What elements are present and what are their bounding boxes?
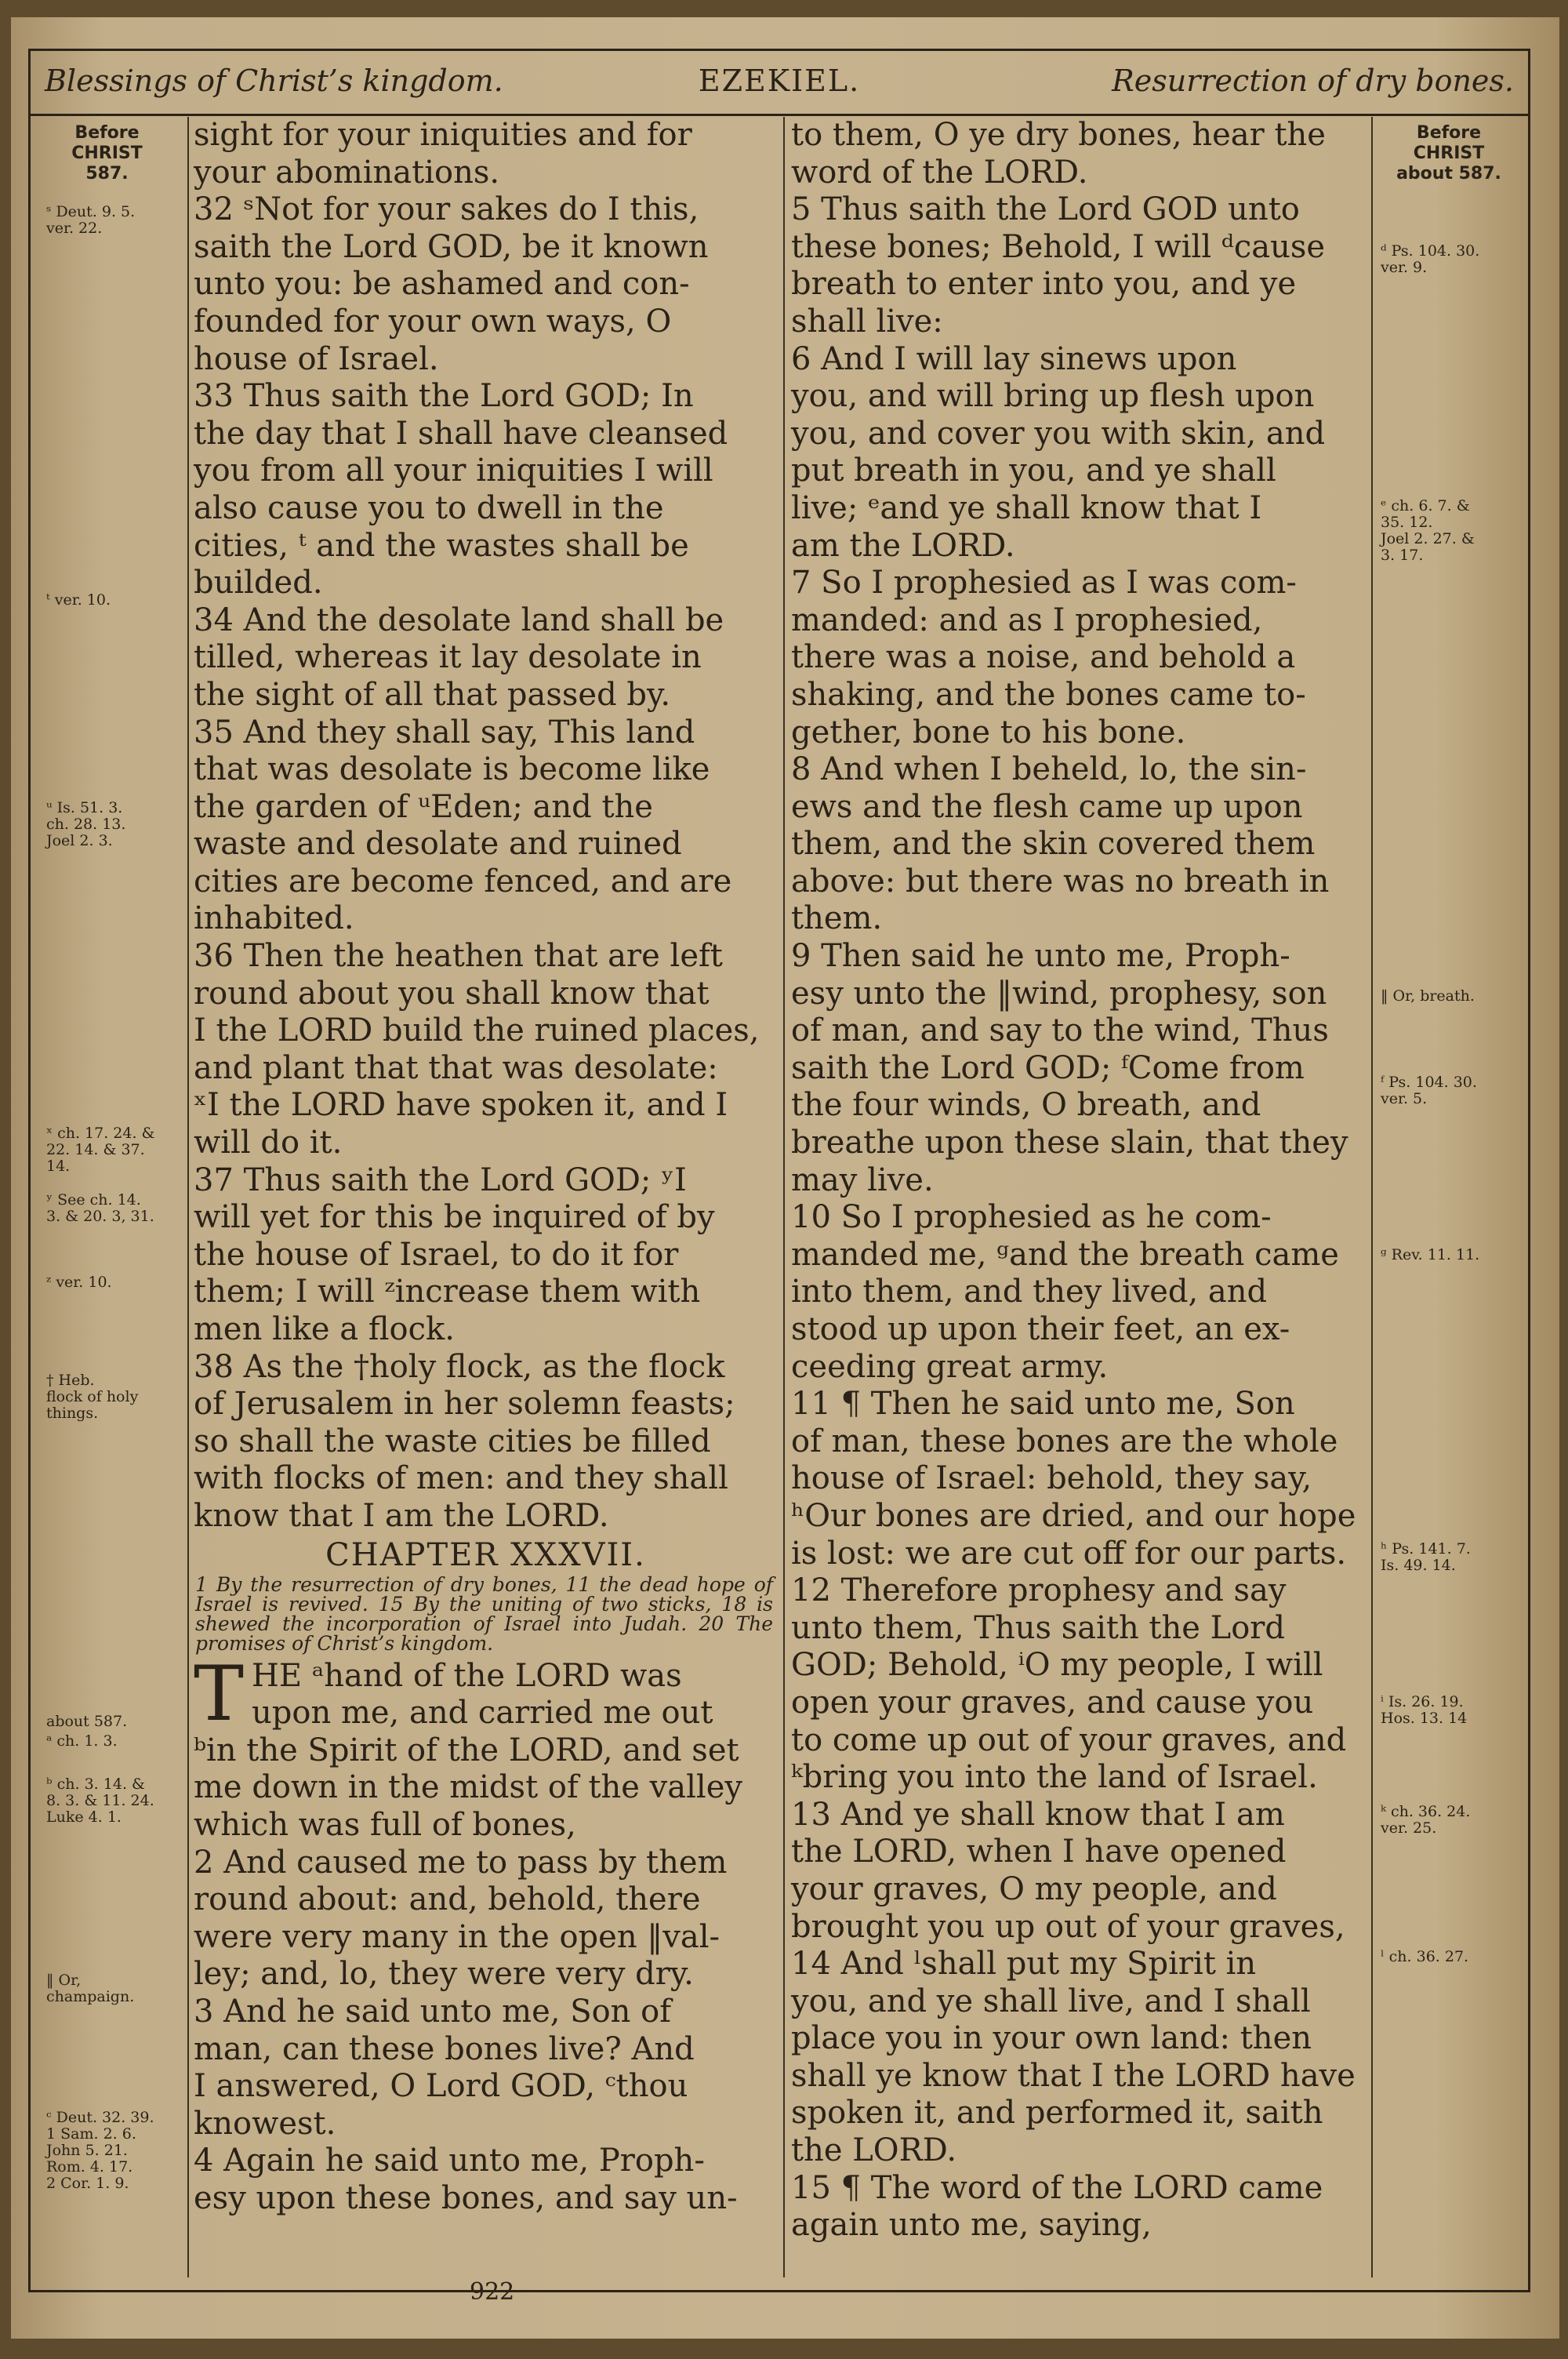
- text-line: you, and will bring up flesh upon: [791, 378, 1315, 415]
- reference-line: 1 Sam. 2. 6.: [46, 2125, 136, 2143]
- reference-line: 3. 17.: [1381, 547, 1424, 564]
- text-line: unto you: be ashamed and con-: [194, 266, 690, 303]
- reference-line: ʰ Ps. 141. 7.: [1381, 1540, 1471, 1558]
- marginal-reference: [1381, 988, 1475, 1005]
- text-line: your graves, O my people, and: [791, 1870, 1277, 1907]
- text-line: esy unto the ‖wind, prophesy, son: [791, 975, 1327, 1012]
- text-line: that was desolate is become like: [194, 751, 710, 788]
- text-line: ceeding great army.: [791, 1348, 1109, 1385]
- text-line: founded for your own ways, O: [194, 303, 672, 340]
- text-line: open your graves, and cause you: [791, 1684, 1314, 1721]
- reference-line: ch. 28. 13.: [46, 816, 126, 833]
- text-line: house of Israel.: [194, 340, 439, 377]
- text-line: me down in the midst of the valley: [194, 1769, 742, 1806]
- running-header: [31, 51, 1528, 116]
- text-line: 33 Thus saith the Lord GOD; In: [194, 378, 694, 415]
- text-line: them; I will ᶻincrease them with: [194, 1274, 701, 1310]
- text-line: know that I am the LORD.: [194, 1497, 609, 1534]
- text-line: them, and the skin covered them: [791, 826, 1316, 863]
- reference-line: ⁱ Is. 26. 19.: [1381, 1693, 1464, 1710]
- text-line: 9 Then said he unto me, Proph-: [791, 938, 1290, 975]
- text-line: round about you shall know that: [194, 975, 710, 1012]
- text-line: esy upon these bones, and say un-: [194, 2179, 738, 2216]
- text-column-2: [791, 117, 1367, 2245]
- text-line: you, and ye shall live, and I shall: [791, 1983, 1311, 2019]
- marginal-reference: [46, 1733, 118, 1750]
- text-line: 13 And ye shall know that I am: [791, 1796, 1285, 1833]
- text-line: put breath in you, and ye shall: [791, 453, 1276, 489]
- text-line: place you in your own land: then: [791, 2020, 1312, 2057]
- reference-line: ˣ ch. 17. 24. &: [46, 1125, 155, 1142]
- text-line: 7 So I prophesied as I was com-: [791, 565, 1297, 602]
- text-line: word of the LORD.: [791, 154, 1088, 191]
- marginal-reference: [46, 204, 135, 237]
- text-line: ʰOur bones are dried, and our hope: [791, 1497, 1356, 1534]
- reference-line: ‖ Or,: [46, 1972, 82, 1989]
- text-line: of Jerusalem in her solemn feasts;: [194, 1386, 735, 1423]
- marginal-reference: [46, 1274, 112, 1291]
- text-line: there was a noise, and behold a: [791, 639, 1296, 676]
- right-head-line: about 587.: [1396, 164, 1501, 184]
- text-line: to come up out of your graves, and: [791, 1721, 1347, 1758]
- text-line: breath to enter into you, and ye: [791, 266, 1297, 303]
- marginal-reference: [46, 1972, 134, 2005]
- text-line: the four winds, O breath, and: [791, 1087, 1261, 1124]
- marginal-reference: [1381, 243, 1479, 276]
- text-line: manded: and as I prophesied,: [791, 602, 1263, 638]
- reference-line: flock of holy: [46, 1388, 139, 1405]
- text-line: 35 And they shall say, This land: [194, 714, 695, 751]
- text-line: I the LORD build the ruined places,: [194, 1012, 760, 1049]
- reference-line: Rom. 4. 17.: [46, 2158, 133, 2175]
- marginal-reference: [1381, 1074, 1477, 1107]
- reference-line: Joel 2. 27. &: [1381, 530, 1475, 547]
- page-frame: [28, 49, 1530, 2306]
- text-line: ews and the flesh came up upon: [791, 788, 1303, 825]
- text-line: GOD; Behold, ⁱO my people, I will: [791, 1647, 1323, 1684]
- marginal-reference: [1381, 498, 1475, 564]
- text-line: 3 And he said unto me, Son of: [194, 1993, 672, 2030]
- reference-line: 35. 12.: [1381, 514, 1433, 531]
- marginal-reference: [1381, 1541, 1471, 1574]
- marginal-reference: [46, 1776, 154, 1826]
- text-line: saith the Lord GOD, be it known: [194, 228, 709, 265]
- text-line: above: but there was no breath in: [791, 863, 1330, 900]
- left-head-line: 587.: [85, 164, 129, 184]
- text-line: 2 And caused me to pass by them: [194, 1844, 728, 1881]
- text-line: into them, and they lived, and: [791, 1274, 1268, 1310]
- text-line: will yet for this be inquired of by: [194, 1199, 715, 1236]
- text-line: 34 And the desolate land shall be: [194, 602, 724, 638]
- text-line: which was full of bones,: [194, 1806, 576, 1843]
- text-line: may live.: [791, 1161, 934, 1198]
- reference-line: Luke 4. 1.: [46, 1808, 122, 1826]
- reference-line: ‖ Or, breath.: [1381, 987, 1475, 1005]
- text-line: knowest.: [194, 2105, 336, 2142]
- reference-line: 2 Cor. 1. 9.: [46, 2175, 129, 2192]
- reference-line: things.: [46, 1405, 99, 1422]
- text-line: shall live:: [791, 303, 943, 340]
- reference-line: ᶠ Ps. 104. 30.: [1381, 1074, 1477, 1091]
- col2-text: [791, 117, 1367, 2245]
- reference-line: Joel 2. 3.: [46, 832, 113, 849]
- text-line: 8 And when I beheld, lo, the sin-: [791, 751, 1307, 788]
- text-line: will do it.: [194, 1125, 343, 1161]
- text-line: 32 ˢNot for your sakes do I this,: [194, 191, 699, 228]
- reference-line: Hos. 13. 14: [1381, 1710, 1468, 1727]
- text-line: the day that I shall have cleansed: [194, 415, 728, 452]
- text-line: shall ye know that I the LORD have: [791, 2057, 1356, 2094]
- marginal-reference: [46, 800, 125, 849]
- text-line: the garden of ᵘEden; and the: [194, 788, 653, 825]
- text-line: brought you up out of your graves,: [791, 1908, 1345, 1945]
- reference-line: 3. & 20. 3, 31.: [46, 1208, 154, 1225]
- text-line: waste and desolate and ruined: [194, 826, 682, 863]
- left-gutter-head: [31, 123, 183, 184]
- text-line: of man, and say to the wind, Thus: [791, 1012, 1329, 1049]
- marginal-reference: [1381, 1247, 1479, 1263]
- header-left: Blessings of Christ’s kingdom.: [45, 64, 503, 98]
- chapter-summary: 1 By the resurrection of dry bones, 11 the dead hope of Israel is revived. 15 By the uniting of two sticks, 18 is shewed the incorporation of Israel into Judah. 20 The promises of Christ’s kingdom.: [195, 1572, 773, 1655]
- reference-line: ˡ ch. 36. 27.: [1381, 1948, 1469, 1965]
- reference-line: 8. 3. & 11. 24.: [46, 1792, 154, 1809]
- text-column-1: [194, 117, 778, 2217]
- text-line: you from all your iniquities I will: [194, 453, 713, 489]
- text-line: builded.: [194, 565, 323, 602]
- text-line: the house of Israel, to do it for: [194, 1236, 679, 1273]
- text-line: am the LORD.: [791, 527, 1015, 564]
- right-head-line: CHRIST: [1413, 144, 1485, 163]
- text-line: breathe upon these slain, that they: [791, 1125, 1348, 1161]
- col1-top-text: [194, 117, 778, 1536]
- text-line: cities are become fenced, and are: [194, 863, 732, 900]
- text-line: to them, O ye dry bones, hear the: [791, 117, 1326, 153]
- text-line: with flocks of men: and they shall: [194, 1460, 728, 1497]
- text-line: 36 Then the heathen that are left: [194, 938, 723, 975]
- reference-line: ᵘ Is. 51. 3.: [46, 799, 123, 816]
- text-line: 11 ¶ Then he said unto me, Son: [791, 1386, 1295, 1423]
- text-line: inhabited.: [194, 900, 354, 937]
- reference-line: ver. 22.: [46, 220, 103, 237]
- marginal-reference: [1381, 1694, 1467, 1727]
- reference-line: ᵍ Rev. 11. 11.: [1381, 1246, 1480, 1263]
- reference-line: ᵃ ch. 1. 3.: [46, 1732, 118, 1750]
- text-line: man, can these bones live? And: [194, 2030, 695, 2067]
- reference-line: ᵏ ch. 36. 24.: [1381, 1803, 1471, 1820]
- reference-line: ver. 25.: [1381, 1819, 1437, 1837]
- reference-line: † Heb.: [46, 1372, 95, 1389]
- left-head-line: CHRIST: [71, 144, 143, 163]
- text-line: shaking, and the bones came to-: [791, 676, 1306, 713]
- page-number: 922: [470, 2278, 515, 2306]
- text-line: of man, these bones are the whole: [791, 1423, 1338, 1459]
- rule-left-gutter: [187, 117, 189, 2277]
- rule-right-gutter: [1371, 117, 1373, 2277]
- text-line: stood up upon their feet, an ex-: [791, 1311, 1290, 1347]
- header-right: Resurrection of dry bones.: [1112, 64, 1514, 98]
- text-line: 10 So I prophesied as he com-: [791, 1199, 1272, 1236]
- text-line: 6 And I will lay sinews upon: [791, 340, 1237, 377]
- right-head-line: Before: [1416, 123, 1482, 143]
- left-head-line: Before: [74, 123, 140, 143]
- chapter-title: CHAPTER XXXVII.: [325, 1536, 646, 1573]
- text-line: sight for your iniquities and for: [194, 117, 692, 153]
- text-line: so shall the waste cities be filled: [194, 1423, 711, 1459]
- marginal-reference: [46, 1192, 154, 1225]
- reference-line: John 5. 21.: [46, 2142, 128, 2159]
- marginal-reference: [1381, 1804, 1470, 1837]
- text-line: your abominations.: [194, 154, 500, 191]
- text-line: live; ᵉand ye shall know that I: [791, 489, 1262, 526]
- reference-line: ver. 5.: [1381, 1090, 1428, 1107]
- right-gutter-head: [1374, 123, 1523, 184]
- text-line: spoken it, and performed it, saith: [791, 2095, 1323, 2132]
- text-line: cities, ᵗ and the wastes shall be: [194, 527, 689, 564]
- reference-line: ᵈ Ps. 104. 30.: [1381, 242, 1480, 260]
- marginal-reference: [46, 1125, 154, 1175]
- marginal-reference: [46, 1714, 127, 1730]
- text-line: men like a flock.: [194, 1311, 455, 1347]
- text-line: again unto me, saying,: [791, 2207, 1152, 2244]
- reference-line: ᵉ ch. 6. 7. &: [1381, 497, 1470, 514]
- text-line: these bones; Behold, I will ᵈcause: [791, 228, 1326, 265]
- marginal-reference: [46, 2110, 154, 2192]
- text-line: the LORD, when I have opened: [791, 1834, 1287, 1870]
- reference-line: 22. 14. & 37.: [46, 1141, 145, 1158]
- text-line: were very many in the open ‖val-: [194, 1918, 720, 1955]
- text-line: manded me, ᵍand the breath came: [791, 1236, 1339, 1273]
- text-line: I answered, O Lord GOD, ᶜthou: [194, 2068, 688, 2105]
- reference-line: 14.: [46, 1158, 71, 1175]
- text-line: house of Israel: behold, they say,: [791, 1460, 1312, 1497]
- reference-line: Is. 49. 14.: [1381, 1557, 1456, 1574]
- text-line: 4 Again he said unto me, Proph-: [194, 2143, 705, 2179]
- col1-bottom-text: [194, 1649, 778, 2218]
- reference-line: ver. 9.: [1381, 259, 1428, 276]
- reference-line: about 587.: [46, 1713, 128, 1730]
- text-line: and plant that that was desolate:: [194, 1049, 718, 1086]
- reference-line: ᵇ ch. 3. 14. &: [46, 1776, 145, 1793]
- text-line: gether, bone to his bone.: [791, 714, 1186, 751]
- text-line: them.: [791, 900, 883, 937]
- header-center: EZEKIEL.: [698, 64, 861, 98]
- text-line: ᵇin the Spirit of the LORD, and set: [194, 1732, 739, 1768]
- text-line: the LORD.: [791, 2132, 957, 2169]
- marginal-reference: [1381, 1949, 1468, 1965]
- reference-line: champaign.: [46, 1988, 135, 2005]
- text-line: ˣI the LORD have spoken it, and I: [194, 1087, 728, 1124]
- reference-line: ᶻ ver. 10.: [46, 1274, 112, 1291]
- reference-line: ˢ Deut. 9. 5.: [46, 203, 136, 220]
- text-line: 12 Therefore prophesy and say: [791, 1572, 1287, 1609]
- text-line: 38 As the †holy flock, as the flock: [194, 1348, 725, 1385]
- text-line: tilled, whereas it lay desolate in: [194, 639, 702, 676]
- text-line: round about: and, behold, there: [194, 1881, 701, 1918]
- marginal-reference: [46, 592, 111, 609]
- text-line: ᵏbring you into the land of Israel.: [791, 1759, 1318, 1796]
- bible-page: [11, 17, 1559, 2339]
- rule-center: [783, 117, 785, 2277]
- text-line: 14 And ˡshall put my Spirit in: [791, 1946, 1257, 1983]
- reference-line: ᶜ Deut. 32. 39.: [46, 2109, 154, 2126]
- text-line: saith the Lord GOD; ᶠCome from: [791, 1049, 1305, 1086]
- text-line: ley; and, lo, they were very dry.: [194, 1956, 694, 1993]
- text-line: upon me, and carried me out: [252, 1695, 713, 1732]
- text-line: HE ᵃhand of the LORD was: [252, 1657, 682, 1694]
- text-line: 37 Thus saith the Lord GOD; ʸI: [194, 1161, 687, 1198]
- chapter-opening: [194, 1649, 778, 2218]
- text-line: 15 ¶ The word of the LORD came: [791, 2169, 1323, 2206]
- text-line: the sight of all that passed by.: [194, 676, 671, 713]
- text-line: 5 Thus saith the Lord GOD unto: [791, 191, 1300, 228]
- text-line: is lost: we are cut off for our parts.: [791, 1535, 1347, 1572]
- text-line: unto them, Thus saith the Lord: [791, 1609, 1286, 1646]
- marginal-reference: [46, 1372, 138, 1422]
- reference-line: ᵗ ver. 10.: [46, 591, 111, 609]
- drop-cap: T: [194, 1649, 245, 1738]
- text-line: also cause you to dwell in the: [194, 489, 664, 526]
- reference-line: ʸ See ch. 14.: [46, 1191, 141, 1209]
- text-line: you, and cover you with skin, and: [791, 415, 1326, 452]
